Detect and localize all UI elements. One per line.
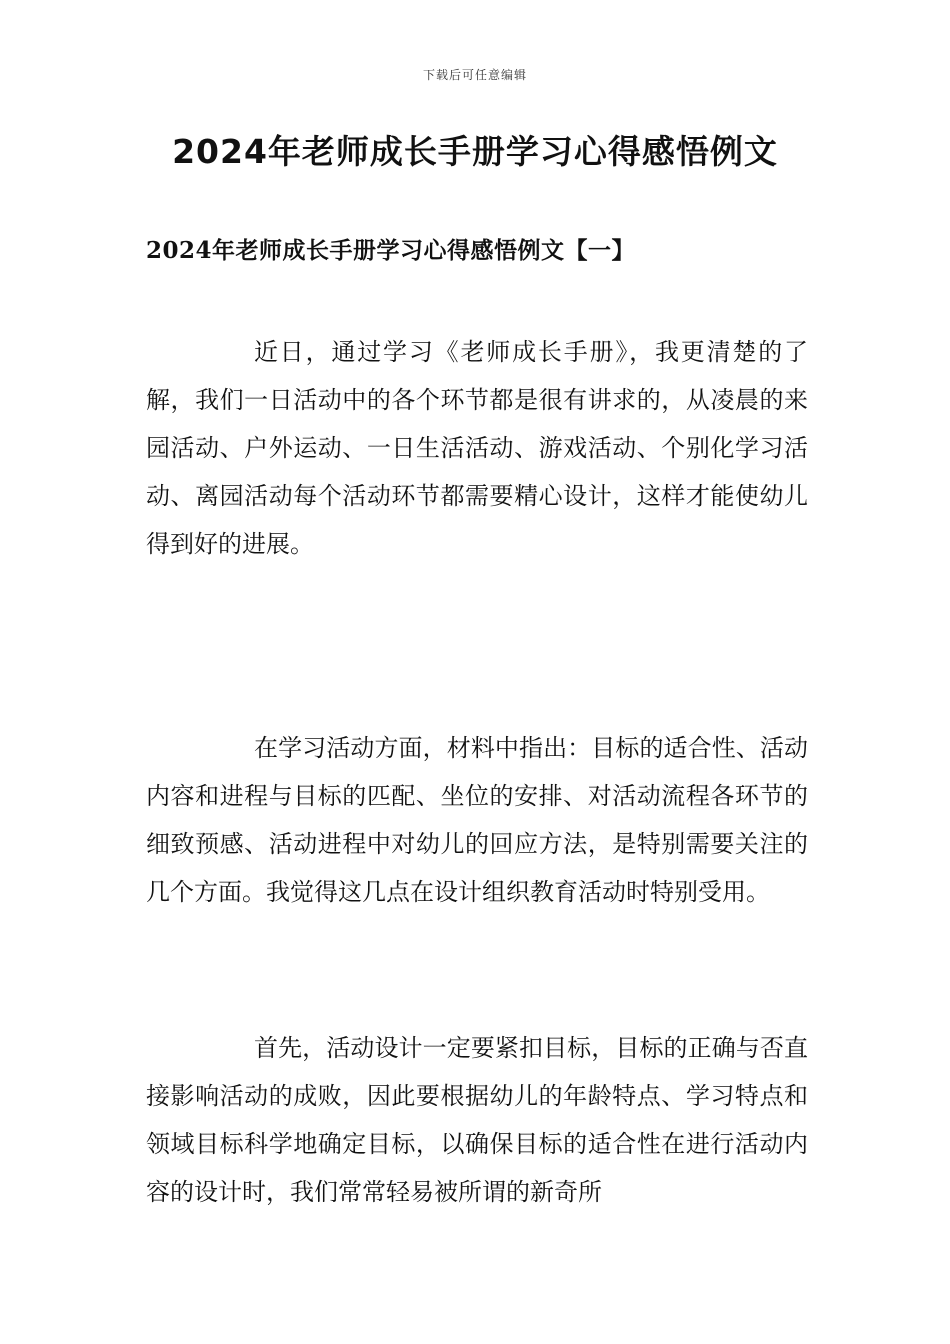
paragraph-3: 首先，活动设计一定要紧扣目标，目标的正确与否直接影响活动的成败，因此要根据幼儿的年龄特点、学习特点和领域目标科学地确定目标，以确保目标的适合性在进行活动内容的设计时，我们常常轻易被所谓的新奇所 xyxy=(146,1034,808,1206)
paragraph-1: 近日，通过学习《老师成长手册》，我更清楚的了解，我们一日活动中的各个环节都是很有讲求的，从凌晨的来园活动、户外运动、一日生活活动、游戏活动、个别化学习活动、离园活动每个活动环节都需要精心设计，这样才能使幼儿得到好的进展。 xyxy=(146,338,808,558)
section-heading: 2024年老师成长手册学习心得感悟例文【一】 xyxy=(146,237,636,264)
document-title: 2024年老师成长手册学习心得感悟例文 xyxy=(172,132,778,171)
header-note: 下载后可任意编辑 xyxy=(422,68,527,82)
paragraph-2: 在学习活动方面，材料中指出：目标的适合性、活动内容和进程与目标的匹配、坐位的安排、对活动流程各环节的细致预感、活动进程中对幼儿的回应方法，是特别需要关注的几个方面。我觉得这几点在设计组织教育活动时特别受用。 xyxy=(146,734,808,906)
